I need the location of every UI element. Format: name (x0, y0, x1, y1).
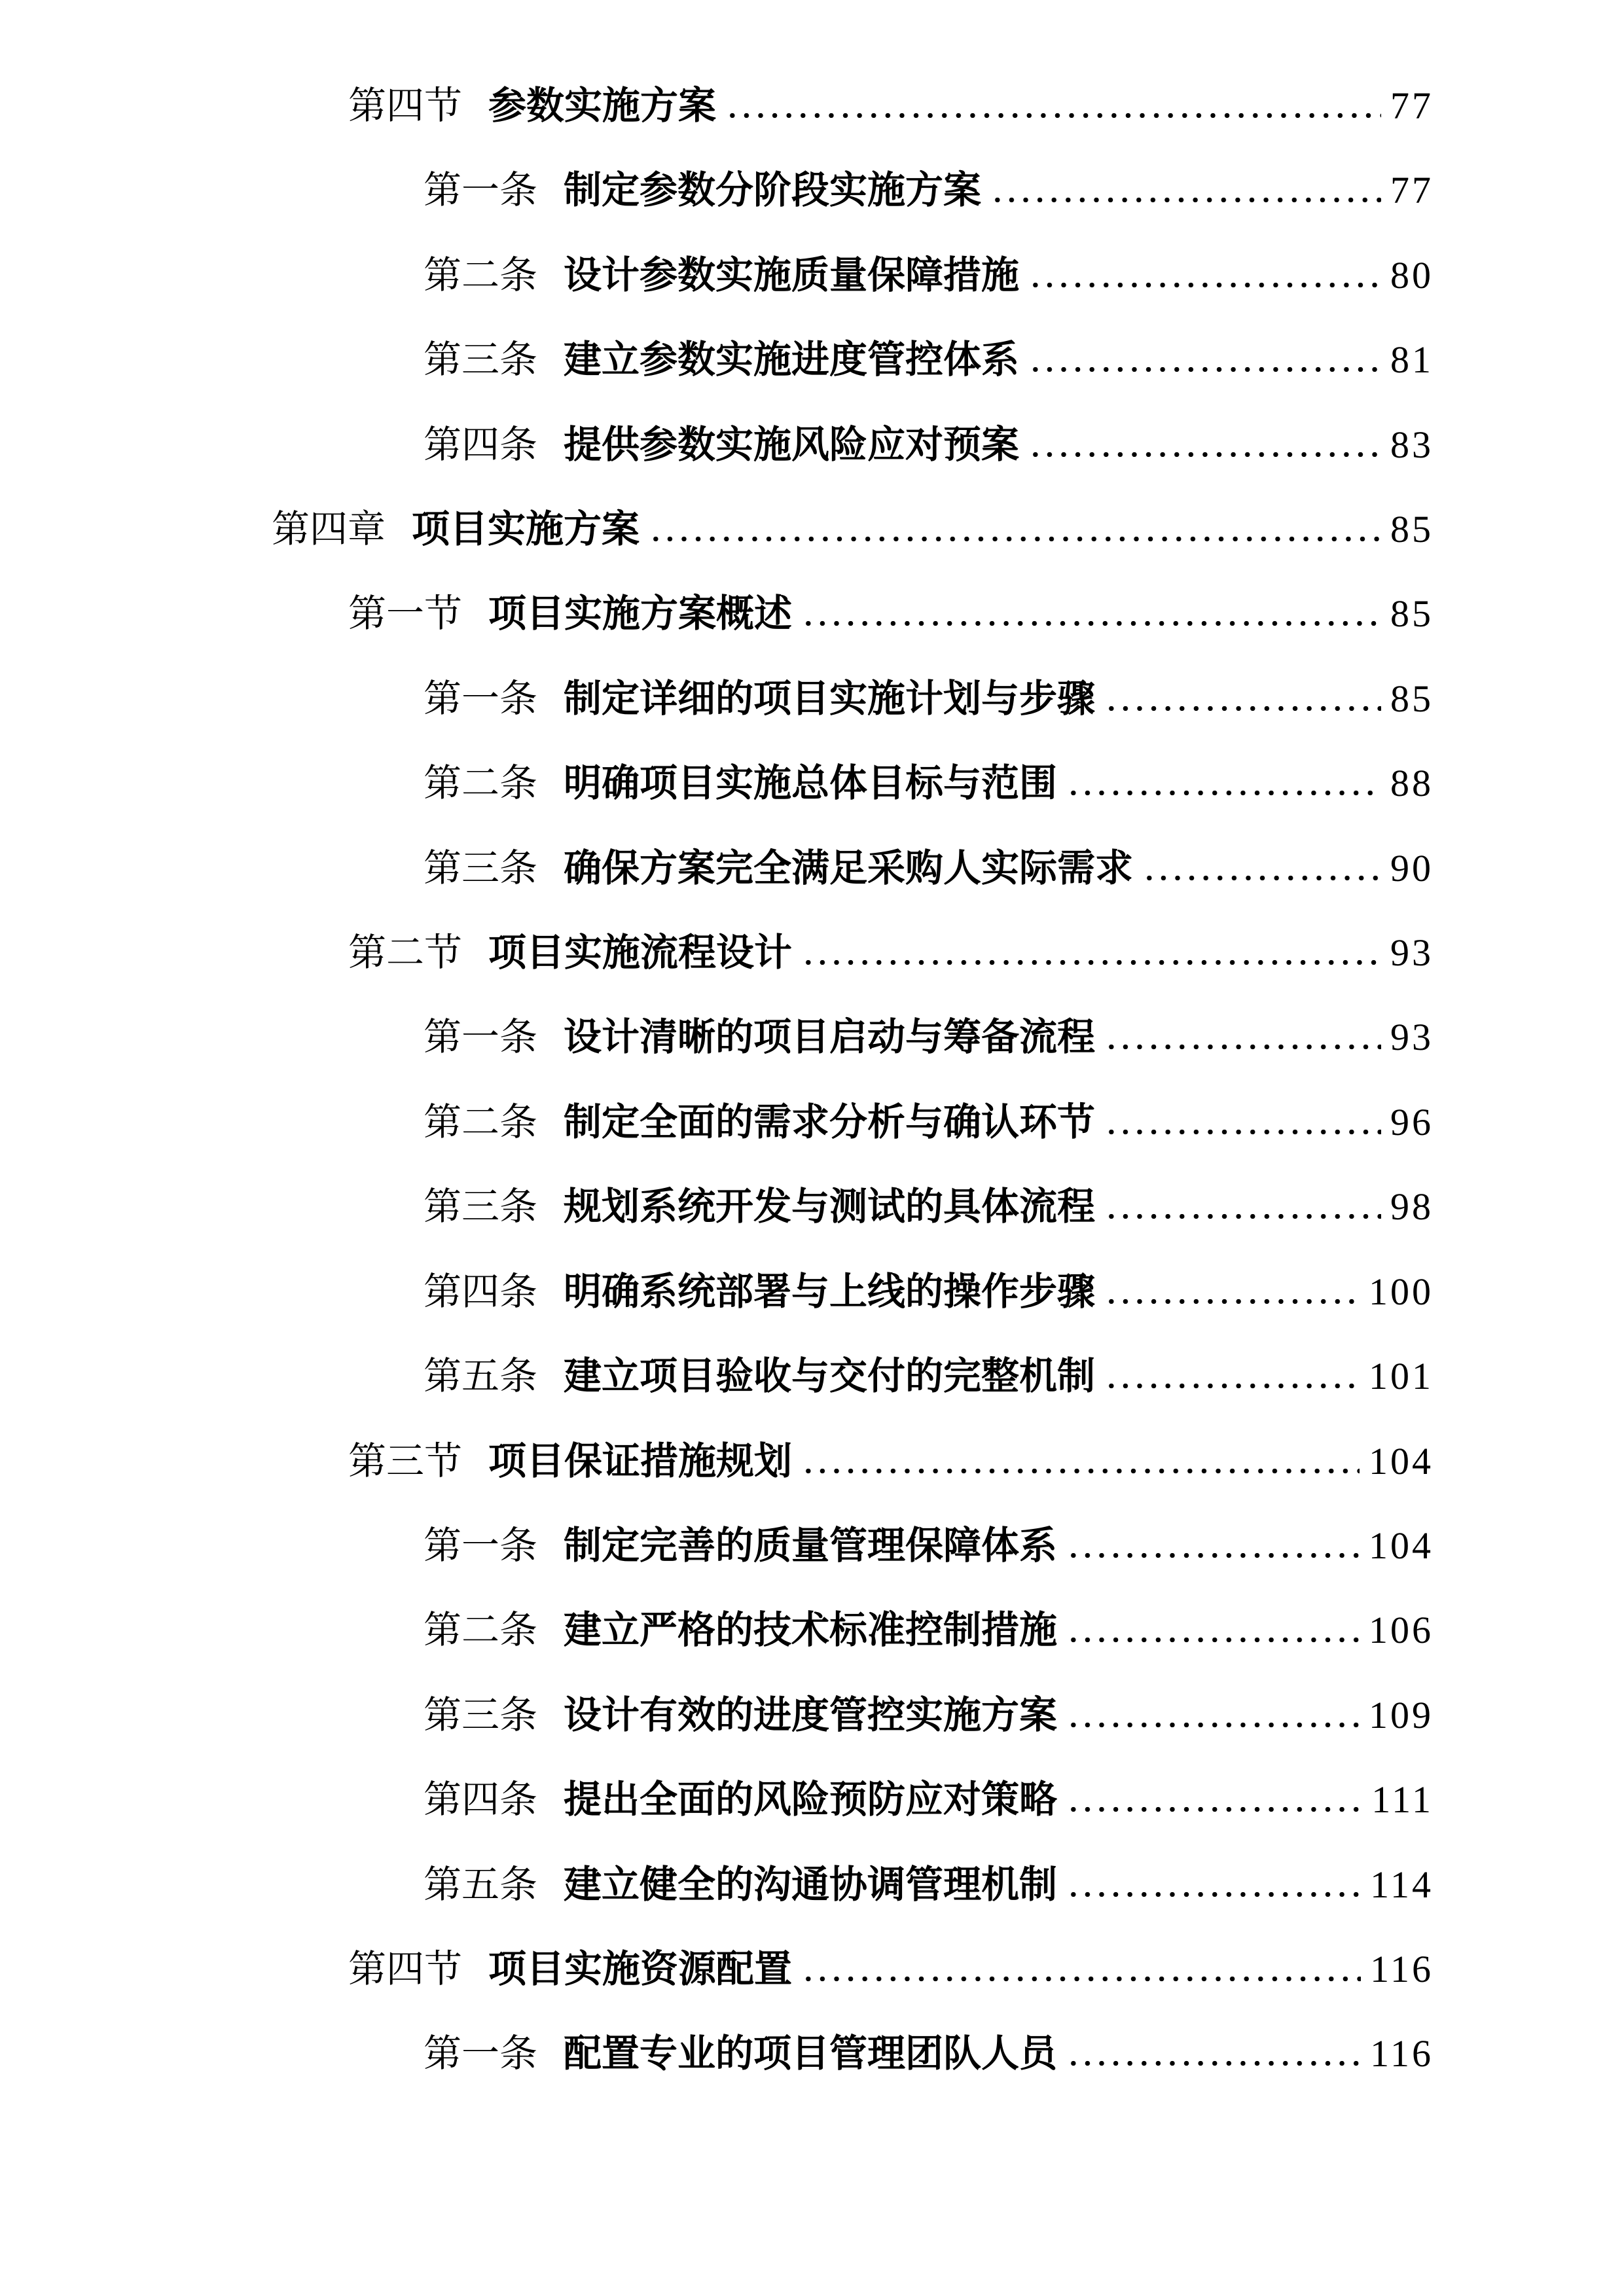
toc-entry-title: 项目实施资源配置 (488, 1947, 793, 1990)
dot-leader (1066, 1806, 1362, 1812)
toc-entry-label: 第三条 (424, 846, 538, 889)
toc-entry-page: 106 (1369, 1609, 1434, 1652)
toc-entry-page: 114 (1370, 1863, 1434, 1906)
toc-entry-title: 建立参数实施进度管控体系 (564, 338, 1020, 382)
toc-entry-title: 提供参数实施风险应对预案 (564, 423, 1020, 466)
toc-entry-label: 第四章 (272, 508, 386, 551)
toc-entry-label: 第一节 (348, 592, 463, 636)
toc-entry-label: 第四节 (348, 84, 463, 127)
toc-entry-page: 116 (1370, 1947, 1434, 1990)
toc-entry[interactable] (0, 1588, 1434, 1672)
toc-entry-page: 81 (1390, 338, 1434, 382)
dot-leader (1104, 1299, 1360, 1304)
toc-entry-title: 设计有效的进度管控实施方案 (564, 1693, 1058, 1736)
dot-leader (1028, 452, 1381, 457)
toc-entry-label: 第二条 (424, 1100, 538, 1143)
toc-entry-page: 96 (1390, 1100, 1434, 1143)
toc-entry[interactable] (0, 1419, 1434, 1503)
toc-entry[interactable] (0, 1164, 1434, 1249)
toc-entry-title: 明确系统部署与上线的操作步骤 (564, 1270, 1096, 1313)
dot-leader (649, 536, 1381, 542)
toc-entry-label: 第三条 (424, 1185, 538, 1229)
dot-leader (1066, 2060, 1361, 2066)
dot-leader (801, 620, 1381, 626)
toc-entry-title: 项目实施方案概述 (488, 592, 793, 636)
dot-leader (1104, 706, 1381, 711)
toc-entry-title: 规划系统开发与测试的具体流程 (564, 1185, 1096, 1229)
toc-entry[interactable] (0, 571, 1434, 656)
toc-entry[interactable] (0, 826, 1434, 910)
toc-entry[interactable] (0, 995, 1434, 1079)
dot-leader (1142, 875, 1381, 881)
toc-entry-title: 制定完善的质量管理保障体系 (564, 1524, 1058, 1567)
toc-entry[interactable] (0, 1927, 1434, 2011)
dot-leader (1104, 1129, 1381, 1135)
toc-entry-label: 第一条 (424, 2032, 538, 2075)
dot-leader (1066, 1637, 1360, 1643)
toc-entry-page: 109 (1369, 1693, 1434, 1736)
dot-leader (1066, 1722, 1360, 1728)
toc-entry[interactable] (0, 403, 1434, 487)
toc-entry-title: 制定详细的项目实施计划与步骤 (564, 677, 1096, 720)
dot-leader (1028, 367, 1381, 372)
toc-entry-title: 项目实施方案 (412, 508, 640, 551)
toc-entry[interactable] (0, 487, 1434, 571)
dot-leader (801, 960, 1381, 965)
toc-entry[interactable] (0, 1503, 1434, 1588)
dot-leader (1066, 790, 1381, 796)
toc-entry-page: 90 (1390, 846, 1434, 889)
toc-entry-label: 第四条 (424, 1778, 538, 1821)
toc-entry[interactable] (0, 1673, 1434, 1757)
toc-entry-title: 确保方案完全满足采购人实际需求 (564, 846, 1134, 889)
toc-entry[interactable] (0, 148, 1434, 232)
toc-entry-label: 第四条 (424, 423, 538, 466)
toc-entry-page: 83 (1390, 423, 1434, 466)
toc-entry[interactable] (0, 1080, 1434, 1164)
toc-entry-page: 111 (1371, 1778, 1434, 1821)
toc-entry-title: 参数实施方案 (488, 84, 717, 127)
toc-entry-label: 第二条 (424, 1609, 538, 1652)
toc-entry-title: 建立严格的技术标准控制措施 (564, 1609, 1058, 1652)
toc-entry-label: 第三条 (424, 1693, 538, 1736)
toc-entry-label: 第一条 (424, 169, 538, 212)
toc-entry-page: 88 (1390, 762, 1434, 805)
toc-entry-label: 第三节 (348, 1439, 463, 1482)
toc-entry-page: 85 (1390, 508, 1434, 551)
toc-entry-label: 第二条 (424, 762, 538, 805)
toc-entry-title: 制定参数分阶段实施方案 (564, 169, 982, 212)
toc-entry-page: 80 (1390, 253, 1434, 296)
toc-entry-label: 第一条 (424, 1016, 538, 1059)
toc-entry-page: 77 (1390, 169, 1434, 212)
toc-entry[interactable] (0, 1334, 1434, 1418)
toc-entry[interactable] (0, 63, 1434, 148)
toc-entry-title: 制定全面的需求分析与确认环节 (564, 1100, 1096, 1143)
toc-entry[interactable] (0, 741, 1434, 825)
toc-entry-label: 第一条 (424, 1524, 538, 1567)
toc-entry-page: 93 (1390, 1016, 1434, 1059)
toc-entry-label: 第一条 (424, 677, 538, 720)
toc-entry-title: 建立健全的沟通协调管理机制 (564, 1863, 1058, 1906)
toc-entry[interactable] (0, 1842, 1434, 1927)
toc-entry-label: 第三条 (424, 338, 538, 382)
toc-entry-page: 104 (1369, 1439, 1434, 1482)
toc-entry[interactable] (0, 2011, 1434, 2096)
dot-leader (801, 1468, 1360, 1474)
toc-entry-page: 93 (1390, 931, 1434, 975)
toc-entry[interactable] (0, 1757, 1434, 1842)
toc-entry-title: 提出全面的风险预防应对策略 (564, 1778, 1058, 1821)
toc-entry[interactable] (0, 1249, 1434, 1334)
dot-leader (1104, 1044, 1381, 1050)
toc-entry-title: 项目保证措施规划 (488, 1439, 793, 1482)
toc-entry-page: 98 (1390, 1185, 1434, 1229)
toc-entry[interactable] (0, 233, 1434, 317)
dot-leader (1066, 1892, 1361, 1897)
dot-leader (801, 1976, 1361, 1982)
toc-entry-page: 116 (1370, 2032, 1434, 2075)
toc-entry-page: 104 (1369, 1524, 1434, 1567)
dot-leader (990, 197, 1381, 203)
toc-entry-title: 设计清晰的项目启动与筹备流程 (564, 1016, 1096, 1059)
toc-entry-page: 85 (1390, 677, 1434, 720)
dot-leader (1104, 1213, 1381, 1219)
toc-entry[interactable] (0, 656, 1434, 741)
toc-entry-label: 第四条 (424, 1270, 538, 1313)
toc-entry-title: 明确项目实施总体目标与范围 (564, 762, 1058, 805)
toc-entry-label: 第五条 (424, 1863, 538, 1906)
toc-entry-title: 设计参数实施质量保障措施 (564, 253, 1020, 296)
toc-entry-page: 100 (1369, 1270, 1434, 1313)
dot-leader (1066, 1552, 1360, 1558)
toc-entry-label: 第五条 (424, 1355, 538, 1398)
toc-entry-page: 85 (1390, 592, 1434, 636)
dot-leader (1104, 1383, 1360, 1389)
toc-entry[interactable] (0, 910, 1434, 995)
toc-entry-page: 77 (1390, 84, 1434, 127)
toc-entry-title: 项目实施流程设计 (488, 931, 793, 975)
toc-entry-page: 101 (1369, 1355, 1434, 1398)
dot-leader (1028, 282, 1381, 288)
dot-leader (725, 113, 1381, 118)
toc-entry-title: 建立项目验收与交付的完整机制 (564, 1355, 1096, 1398)
toc-entry-title: 配置专业的项目管理团队人员 (564, 2032, 1058, 2075)
toc-entry-label: 第四节 (348, 1947, 463, 1990)
toc-entry[interactable] (0, 317, 1434, 402)
toc-entry-label: 第二节 (348, 931, 463, 975)
toc-entry-label: 第二条 (424, 253, 538, 296)
